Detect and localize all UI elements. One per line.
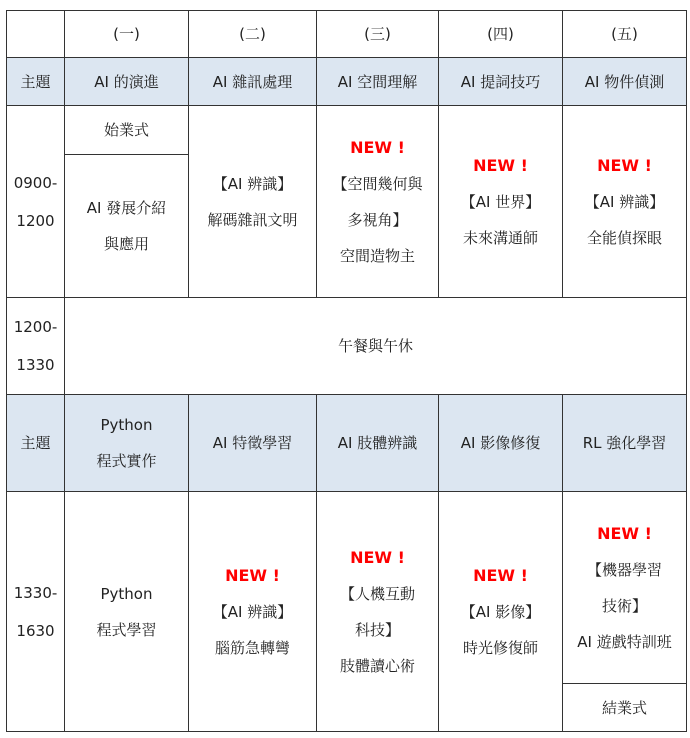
afternoon-session-fri: NEW ! 【機器學習 技術】 AI 遊戲特訓班 (563, 492, 687, 684)
morning-theme-tue: AI 雜訊處理 (189, 58, 317, 106)
morning-session-tue: 【AI 辨識】 解碼雜訊文明 (189, 106, 317, 298)
day-tue: (二) (189, 11, 317, 58)
new-badge: NEW ! (597, 523, 652, 543)
afternoon-theme-wed: AI 肢體辨識 (317, 395, 439, 492)
lunch-row (7, 298, 687, 395)
afternoon-row-1 (7, 492, 687, 684)
morning-theme-mon: AI 的演進 (65, 58, 189, 106)
afternoon-session-thu: NEW ! 【AI 影像】 時光修復師 (439, 492, 563, 732)
new-badge: NEW ! (473, 155, 528, 175)
new-badge: NEW ! (597, 155, 652, 175)
morning-row-1 (7, 106, 687, 155)
opening-ceremony: 始業式 (65, 106, 189, 155)
morning-theme-thu: AI 提詞技巧 (439, 58, 563, 106)
afternoon-theme-thu: AI 影像修復 (439, 395, 563, 492)
day-mon: (一) (65, 11, 189, 58)
day-thu: (四) (439, 11, 563, 58)
morning-session-fri: NEW ! 【AI 辨識】 全能偵探眼 (563, 106, 687, 298)
new-badge: NEW ! (350, 137, 405, 157)
theme-label: 主題 (7, 395, 65, 492)
schedule-table (6, 10, 687, 732)
afternoon-theme-fri: RL 強化學習 (563, 395, 687, 492)
morning-theme-fri: AI 物件偵測 (563, 58, 687, 106)
lunch-time: 1200- 1330 (7, 298, 65, 395)
new-badge: NEW ! (225, 565, 280, 585)
day-wed: (三) (317, 11, 439, 58)
closing-ceremony: 結業式 (563, 684, 687, 732)
morning-session-wed: NEW ! 【空間幾何與 多視角】 空間造物主 (317, 106, 439, 298)
day-fri: (五) (563, 11, 687, 58)
new-badge: NEW ! (350, 547, 405, 567)
morning-session-mon: AI 發展介紹 與應用 (65, 155, 189, 298)
theme-label: 主題 (7, 58, 65, 106)
afternoon-theme-mon: Python 程式實作 (65, 395, 189, 492)
morning-theme-row (7, 58, 687, 106)
day-header-row (7, 11, 687, 58)
morning-theme-wed: AI 空間理解 (317, 58, 439, 106)
new-badge: NEW ! (473, 565, 528, 585)
afternoon-session-tue: NEW ! 【AI 辨識】 腦筋急轉彎 (189, 492, 317, 732)
lunch-break: 午餐與午休 (65, 298, 687, 395)
afternoon-session-mon: Python 程式學習 (65, 492, 189, 732)
corner-cell (7, 11, 65, 58)
afternoon-time: 1330- 1630 (7, 492, 65, 732)
afternoon-session-wed: NEW ! 【人機互動 科技】 肢體讀心術 (317, 492, 439, 732)
afternoon-theme-row (7, 395, 687, 492)
afternoon-theme-tue: AI 特徵學習 (189, 395, 317, 492)
morning-time: 0900- 1200 (7, 106, 65, 298)
morning-session-thu: NEW ! 【AI 世界】 未來溝通師 (439, 106, 563, 298)
